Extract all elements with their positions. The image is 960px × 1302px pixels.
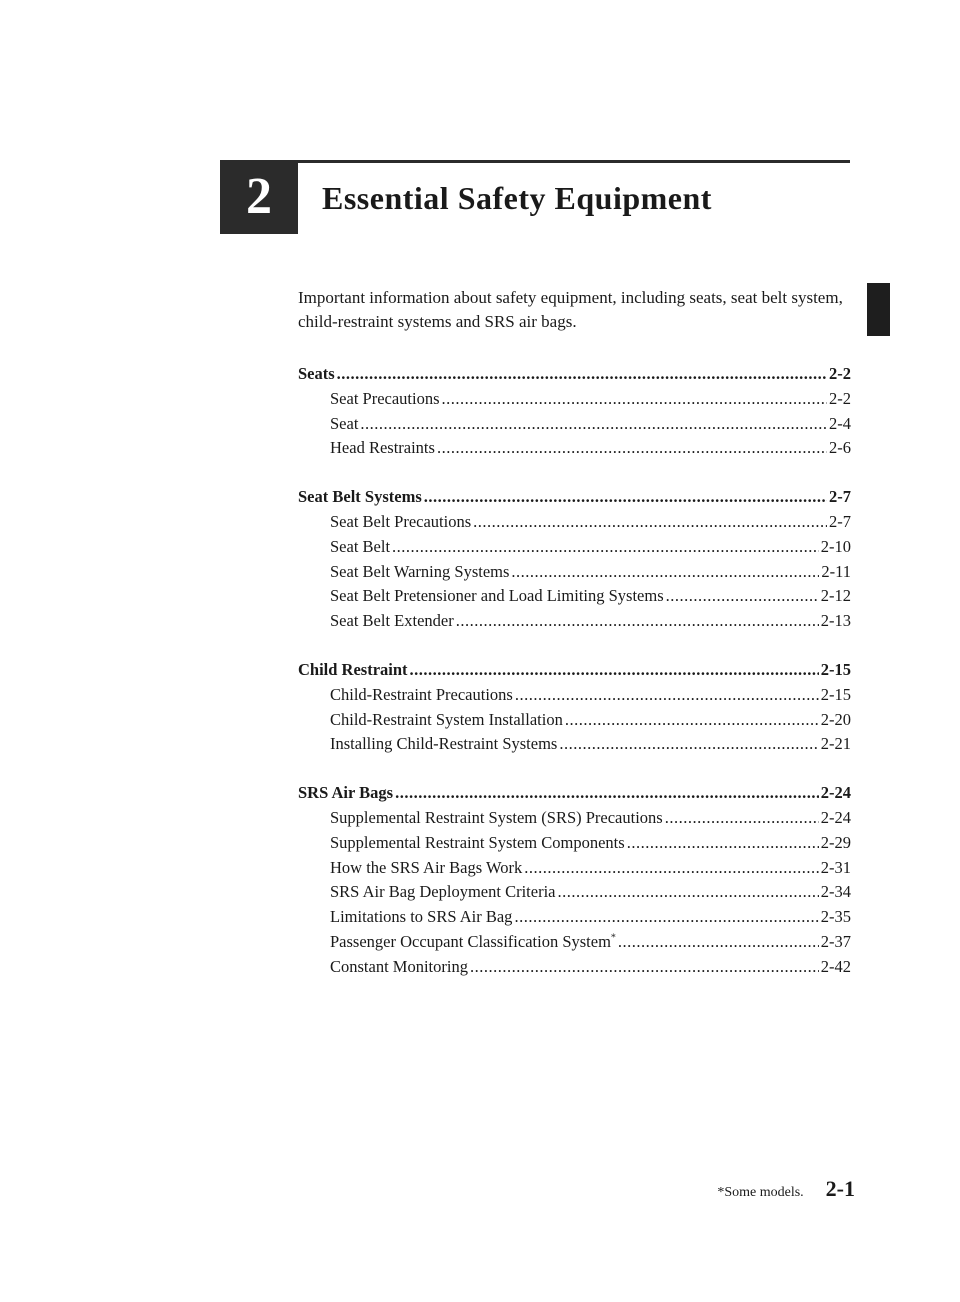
leader-dots [337, 362, 827, 387]
toc-entry-title-text: Child-Restraint System Installation [330, 709, 563, 729]
toc-entry[interactable] [298, 387, 851, 412]
toc-entry-page: 2-2 [829, 388, 851, 408]
leader-dots [666, 584, 819, 609]
toc-entry-page: 2-12 [820, 586, 851, 606]
toc-entry-title [330, 510, 471, 535]
toc-entry-title [330, 560, 509, 585]
toc-entry-title [330, 708, 563, 733]
page-footer [717, 1176, 855, 1202]
toc-entry-page: 2-37 [820, 931, 851, 951]
toc-entry-title [330, 955, 468, 980]
toc-entry[interactable] [298, 535, 851, 560]
toc-entry[interactable] [298, 584, 851, 609]
leader-dots [524, 856, 818, 881]
toc-section-entry[interactable] [298, 485, 851, 510]
toc-entry-page: 2-31 [820, 857, 851, 877]
toc-entry-title-text: Seat Belt Precautions [330, 511, 472, 531]
toc-entry-page: 2-10 [820, 536, 851, 556]
toc-entry[interactable] [298, 708, 851, 733]
toc-entry-title-text: Head Restraints [330, 438, 435, 458]
leader-dots [557, 880, 818, 905]
page-number: 2-1 [825, 1176, 855, 1201]
toc-entry[interactable] [298, 880, 851, 905]
chapter-header [220, 160, 850, 234]
toc-entry-title-text: SRS Air Bags [298, 783, 394, 803]
toc-entry-title-text: Seat Belt [330, 536, 391, 556]
toc-entry-title-text: Seats [298, 364, 335, 383]
toc-entry-title [330, 584, 664, 609]
leader-dots [514, 905, 818, 930]
toc-entry-page: 2-29 [820, 832, 851, 852]
toc-entry-page: 2-2 [829, 364, 851, 383]
toc-entry[interactable] [298, 930, 851, 955]
toc-entry-page: 2-34 [820, 882, 851, 902]
toc-entry[interactable] [298, 831, 851, 856]
leader-dots [410, 658, 819, 683]
toc-section [298, 781, 851, 979]
toc-entry-title [330, 856, 522, 881]
toc-entry-title [330, 609, 454, 634]
toc-entry[interactable] [298, 683, 851, 708]
toc-entry-title-text: Seat Belt Pretensioner and Load Limiting Systems [330, 586, 664, 606]
leader-dots [473, 510, 827, 535]
toc-entry[interactable] [298, 609, 851, 634]
toc-entry-title-text: Seat Belt Extender [330, 611, 454, 631]
toc-entry-title-text: Supplemental Restraint System Components [330, 832, 625, 852]
leader-dots [360, 412, 827, 437]
toc-entry-title-text: How the SRS Air Bags Work [330, 857, 523, 877]
toc-entry[interactable] [298, 510, 851, 535]
chapter-side-tab [867, 283, 890, 336]
toc-entry-title [330, 905, 512, 930]
leader-dots [559, 732, 818, 757]
toc-entry[interactable] [298, 732, 851, 757]
leader-dots [665, 806, 819, 831]
toc-entry-title [298, 362, 335, 387]
toc-section [298, 658, 851, 757]
toc-entry-title-text: Seat [330, 413, 359, 433]
intro-paragraph: Important information about safety equipment, including seats, seat belt system, child-restraint systems and SRS air bags. [298, 288, 843, 331]
toc-entry-page: 2-24 [820, 783, 851, 803]
toc-entry-page: 2-15 [820, 659, 851, 679]
toc-entry[interactable] [298, 856, 851, 881]
toc-entry-title-text: Seat Belt Systems [298, 487, 422, 507]
toc-entry[interactable] [298, 560, 851, 585]
header-rule [220, 160, 850, 163]
toc-entry-page: 2-6 [829, 438, 851, 458]
toc-entry-page: 2-35 [820, 907, 851, 927]
toc-entry-page: 2-24 [820, 807, 851, 827]
toc-entry-title-text: Supplemental Restraint System (SRS) Precautions [330, 807, 663, 827]
toc-entry-title [298, 658, 408, 683]
toc-entry-page: 2-15 [820, 684, 851, 704]
toc-entry-title [330, 732, 557, 757]
toc-entry-title [298, 485, 422, 510]
toc-section [298, 362, 851, 461]
toc-entry-title-text: Seat Precautions [330, 388, 440, 408]
toc-entry-page: 2-42 [820, 956, 851, 976]
leader-dots [442, 387, 827, 412]
toc-entry[interactable] [298, 806, 851, 831]
toc-entry-title-text: Installing Child-Restraint Systems [330, 734, 558, 754]
toc-entry-page: 2-13 [820, 611, 851, 631]
toc-entry[interactable] [298, 412, 851, 437]
toc-entry-title [330, 436, 435, 461]
chapter-number-box: 2 [220, 160, 298, 234]
toc-entry-title-text: Constant Monitoring [330, 956, 468, 976]
toc-section-entry[interactable] [298, 658, 851, 683]
toc-section [298, 485, 851, 634]
leader-dots [392, 535, 819, 560]
toc-entry-title [330, 387, 440, 412]
toc-entry-page: 2-11 [821, 561, 851, 581]
leader-dots [437, 436, 827, 461]
toc-entry-title [330, 930, 616, 955]
toc-entry-title [298, 781, 393, 806]
toc-entry[interactable] [298, 905, 851, 930]
toc-entry-title [330, 535, 390, 560]
leader-dots [395, 781, 819, 806]
toc-entry-title [330, 806, 663, 831]
toc-entry-title-text: Seat Belt Warning Systems [330, 561, 510, 581]
toc-entry-title-text: Limitations to SRS Air Bag [330, 907, 513, 927]
footnote: *Some models. [717, 1185, 804, 1200]
toc-entry-title-text: SRS Air Bag Deployment Criteria [330, 882, 556, 902]
toc-entry-title [330, 412, 358, 437]
toc-entry-page: 2-4 [829, 413, 851, 433]
toc-entry-title-text: Passenger Occupant Classification System [330, 931, 611, 951]
toc-entry-page: 2-7 [829, 511, 851, 531]
chapter-title: Essential Safety Equipment [322, 180, 712, 216]
leader-dots [511, 560, 819, 585]
toc-entry-title [330, 683, 513, 708]
leader-dots [515, 683, 819, 708]
toc-entry[interactable] [298, 436, 851, 461]
toc-entry-page: 2-7 [829, 487, 851, 507]
toc-entry-page: 2-21 [820, 734, 851, 754]
footnote-marker: * [610, 932, 616, 944]
leader-dots [470, 955, 819, 980]
toc-entry-page: 2-20 [820, 709, 851, 729]
leader-dots [565, 708, 819, 733]
leader-dots [627, 831, 819, 856]
toc-entry-title-text: Child Restraint [298, 659, 408, 679]
table-of-contents [298, 362, 851, 1004]
leader-dots [618, 930, 819, 955]
leader-dots [456, 609, 819, 634]
toc-entry[interactable] [298, 955, 851, 980]
toc-section-entry[interactable] [298, 781, 851, 806]
toc-entry-title [330, 831, 625, 856]
toc-entry-title [330, 880, 555, 905]
leader-dots [424, 485, 827, 510]
toc-entry-title-text: Child-Restraint Precautions [330, 684, 513, 704]
toc-section-entry[interactable] [298, 362, 851, 387]
